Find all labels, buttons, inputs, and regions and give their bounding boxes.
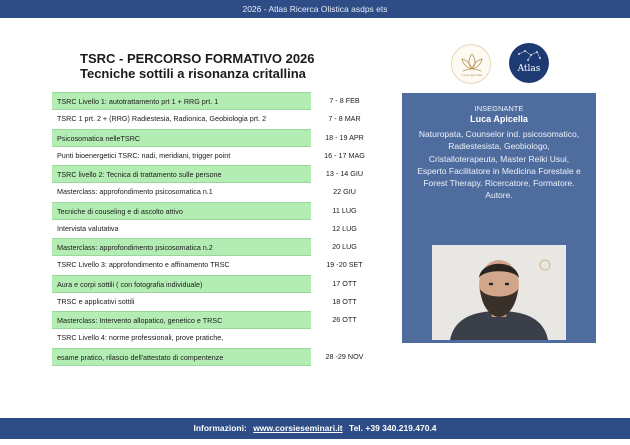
schedule-item-name: TRSC e applicativi sottili (57, 296, 135, 306)
title-line-1: TSRC - PERCORSO FORMATIVO 2026 (80, 51, 315, 66)
schedule-item-name: Intervista valutativa (57, 223, 119, 233)
lotus-icon (458, 50, 486, 74)
schedule-item-date: 16 - 17 MAG (324, 150, 365, 160)
course-schedule (52, 92, 378, 366)
schedule-item-date: 18 OTT (332, 296, 357, 306)
schedule-row (52, 165, 378, 183)
schedule-item-name: Masterclass: approfondimento psicosomatica n.1 (57, 187, 213, 197)
schedule-item-name: TSRC Livello 4: norme professionali, prove pratiche, (57, 333, 224, 343)
schedule-item-date: 28 -29 NOV (325, 351, 364, 361)
schedule-item-date: 7 - 8 MAR (328, 114, 361, 124)
schedule-row (52, 147, 378, 165)
schedule-item-name: Aura e corpi sottili ( con fotografia individuale) (52, 275, 311, 293)
schedule-item-date: 20 LUG (332, 242, 357, 251)
schedule-row (52, 311, 378, 329)
schedule-row (52, 238, 378, 256)
schedule-item-date: 18 - 19 APR (325, 132, 364, 142)
logo-atlas-text: Atlas (517, 64, 541, 74)
page-title (80, 51, 400, 81)
constellation-icon (509, 43, 549, 83)
schedule-row (52, 275, 378, 293)
title-line-2: Tecniche sottili a risonanza critallina (80, 66, 306, 81)
schedule-item-name: Punti bioenergetici TSRC: nadi, meridiani, trigger point (57, 150, 231, 160)
schedule-item-date (311, 329, 378, 347)
schedule-item-name: TSRC 1 prt. 2 + (RRG) Radiestesia, Radionica, Geobiologia prt. 2 (57, 114, 267, 124)
schedule-item-name: esame pratico, rilascio dell'attestato di compentenze (52, 348, 311, 366)
teacher-name: Luca Apicella (470, 114, 528, 124)
logo-lc-text: Luca Apicella (461, 73, 483, 77)
schedule-item-date: 19 -20 SET (326, 260, 363, 270)
schedule-row (52, 202, 378, 220)
footer-phone: Tel. +39 340.219.470.4 (349, 423, 437, 433)
schedule-row (52, 348, 378, 366)
teacher-role: INSEGNANTE (474, 104, 524, 113)
schedule-row (52, 183, 378, 201)
schedule-item-name: Tecniche di couseling e di ascolto attivo (52, 202, 311, 220)
schedule-row (52, 92, 378, 110)
schedule-item-name: TSRC livello 2: Tecnica di trattamento sulle persone (52, 165, 311, 183)
top-banner (0, 0, 630, 18)
schedule-row (52, 110, 378, 128)
schedule-row (52, 256, 378, 274)
schedule-row (52, 220, 378, 238)
schedule-item-date: 17 OTT (332, 278, 357, 288)
schedule-row (52, 293, 378, 311)
schedule-item-date: 26 OTT (332, 315, 357, 324)
teacher-bio: Naturopata, Counselor ind. psicosomatico, Radiestesista, Geobiologo, Cristalloterapeuta, Master Reiki Usui, Esperto Facilitatore in Medicina Forestale e Forest Therapy. Ricercatore, Formatore. Autore. (417, 129, 581, 201)
schedule-item-date: 22 GIU (333, 187, 356, 197)
atlas-logo (509, 43, 549, 83)
website-link[interactable]: www.corsieseminari.it (253, 423, 343, 433)
schedule-item-date: 13 - 14 GIU (325, 169, 364, 178)
footer-bar (0, 418, 630, 439)
schedule-item-date: 7 - 8 FEB (329, 96, 360, 105)
portrait-illustration (432, 245, 566, 340)
top-banner-text: 2026 - Atlas Ricerca Olistica asdps ets (242, 4, 388, 14)
teacher-photo (432, 245, 566, 340)
schedule-item-date: 12 LUG (332, 223, 357, 233)
footer-label: Informazioni: (193, 423, 247, 433)
schedule-row (52, 129, 378, 147)
schedule-item-name: Masterclass: approfondimento psicosomatica n.2 (52, 238, 311, 256)
luca-apicella-logo (451, 44, 491, 84)
schedule-item-name: TSRC Livello 3: approfondimento e affinamento TRSC (57, 260, 230, 270)
schedule-item-name: TSRC Livello 1: autotrattamento prt 1 + RRG prt. 1 (52, 92, 311, 110)
schedule-row (52, 329, 378, 347)
schedule-item-name: Psicosomatica nelleTSRC (52, 129, 311, 147)
schedule-item-name: Masterclass: Intervento allopatico, genetico e TRSC (52, 311, 311, 329)
schedule-item-date: 11 LUG (332, 205, 357, 215)
